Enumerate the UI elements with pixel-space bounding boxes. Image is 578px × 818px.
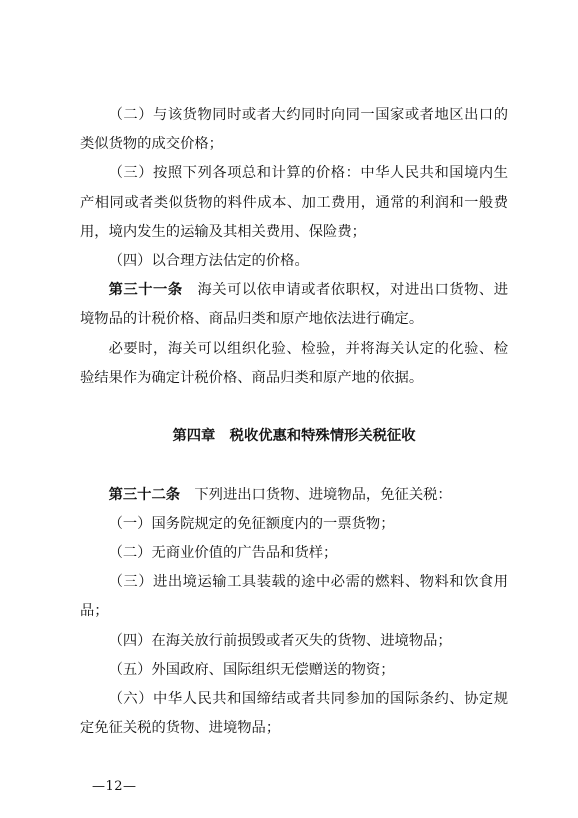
paragraph-item-2: （二）与该货物同时或者大约同时向同一国家或者地区出口的类似货物的成交价格； [80, 107, 508, 153]
exemption-item-3: （三）进出境运输工具装载的途中必需的燃料、物料和饮食用品； [80, 574, 508, 620]
article-32 [80, 481, 508, 510]
article-31-title: 第三十一条 [108, 282, 183, 299]
paragraph-item-4: （四）以合理方法估定的价格。 [108, 253, 309, 270]
exemption-item-2: （二）无商业价值的广告品和货样； [108, 545, 338, 562]
paragraph-necessity: 必要时，海关可以组织化验、检验，并将海关认定的化验、检验结果作为确定计税价格、商品归类和原产地的依据。 [80, 340, 508, 386]
page-number: —12— [92, 779, 137, 794]
article-31-body: 海关可以依申请或者依职权，对进出口货物、进境物品的计税价格、商品归类和原产地依法进行确定。 [80, 282, 509, 328]
exemption-item-1: （一）国务院规定的免征额度内的一票货物； [108, 515, 395, 532]
exemption-item-4: （四）在海关放行前损毁或者灭失的货物、进境物品； [108, 632, 452, 649]
exemption-item-5: （五）外国政府、国际组织无偿赠送的物资； [108, 661, 395, 678]
chapter-heading: 第四章 税收优惠和特殊情形关税征收 [172, 428, 416, 445]
article-31 [80, 276, 508, 334]
article-32-title: 第三十二条 [108, 486, 181, 503]
body-text [80, 101, 508, 743]
exemption-item-6: （六）中华人民共和国缔结或者共同参加的国际条约、协定规定免征关税的货物、进境物品； [80, 691, 508, 737]
paragraph-item-3: （三）按照下列各项总和计算的价格：中华人民共和国境内生产相同或者类似货物的料件成本、加工费用，通常的利润和一般费用，境内发生的运输及其相关费用、保险费； [80, 165, 508, 240]
article-32-body: 下列进出口货物、进境物品，免征关税： [194, 486, 452, 503]
